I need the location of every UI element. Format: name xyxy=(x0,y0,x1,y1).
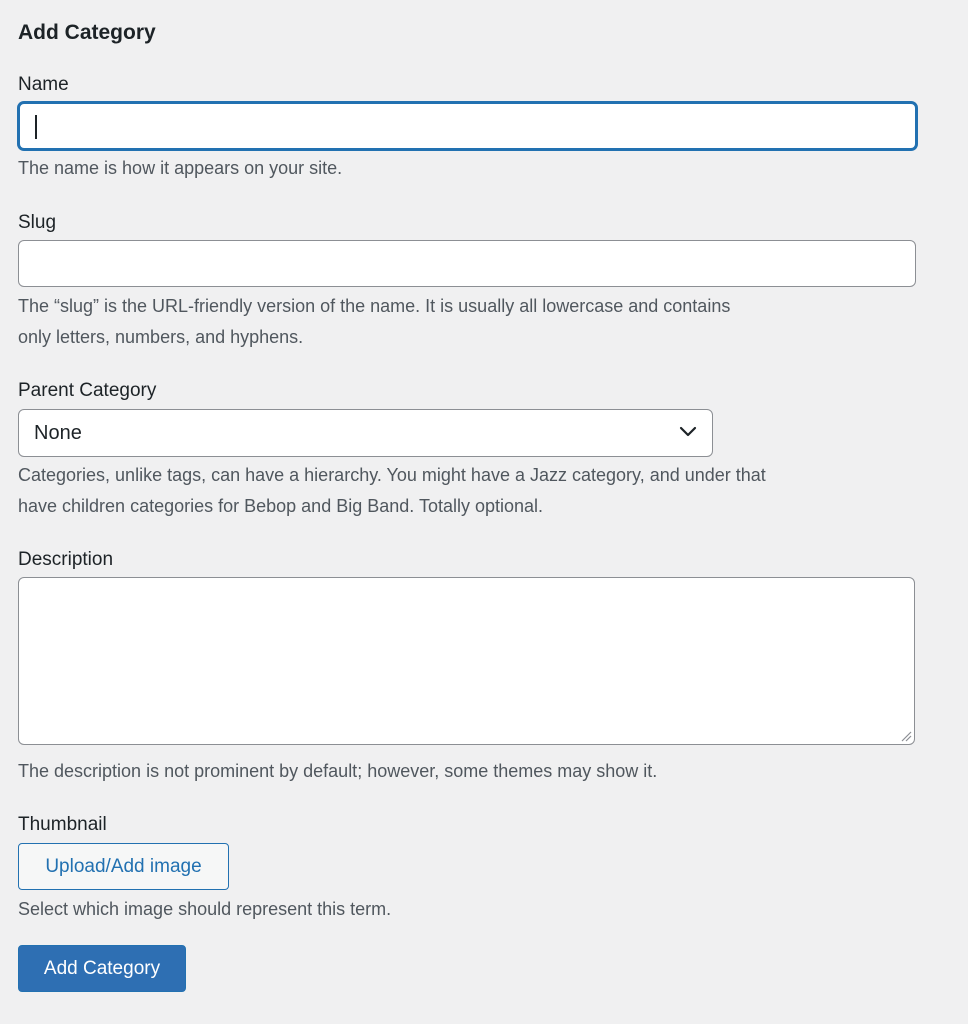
thumbnail-label: Thumbnail xyxy=(18,814,107,835)
name-hint: The name is how it appears on your site. xyxy=(18,158,343,178)
slug-hint-line2: only letters, numbers, and hyphens. xyxy=(18,327,304,347)
upload-image-button[interactable]: Upload/Add image xyxy=(18,843,229,890)
parent-category-hint-line2: have children categories for Bebop and Big Band. Totally optional. xyxy=(18,496,544,516)
resize-grip-icon[interactable] xyxy=(900,730,912,742)
parent-category-selected: None xyxy=(34,422,82,444)
parent-category-select[interactable] xyxy=(18,409,713,457)
description-textarea[interactable] xyxy=(18,577,915,745)
slug-label: Slug xyxy=(18,212,57,233)
text-cursor xyxy=(35,115,37,139)
add-category-button[interactable]: Add Category xyxy=(18,945,186,992)
parent-category-hint-line1: Categories, unlike tags, can have a hierarchy. You might have a Jazz category, and under that xyxy=(18,465,766,485)
name-label: Name xyxy=(18,74,69,95)
slug-hint-line1: The “slug” is the URL-friendly version of the name. It is usually all lowercase and contains xyxy=(18,296,731,316)
chevron-down-icon xyxy=(678,424,698,440)
parent-category-label: Parent Category xyxy=(18,380,157,401)
thumbnail-hint: Select which image should represent this term. xyxy=(18,899,392,919)
page-title: Add Category xyxy=(18,21,156,44)
slug-input[interactable] xyxy=(18,240,916,287)
name-input[interactable] xyxy=(18,102,917,150)
description-label: Description xyxy=(18,549,114,570)
description-hint: The description is not prominent by default; however, some themes may show it. xyxy=(18,761,658,781)
